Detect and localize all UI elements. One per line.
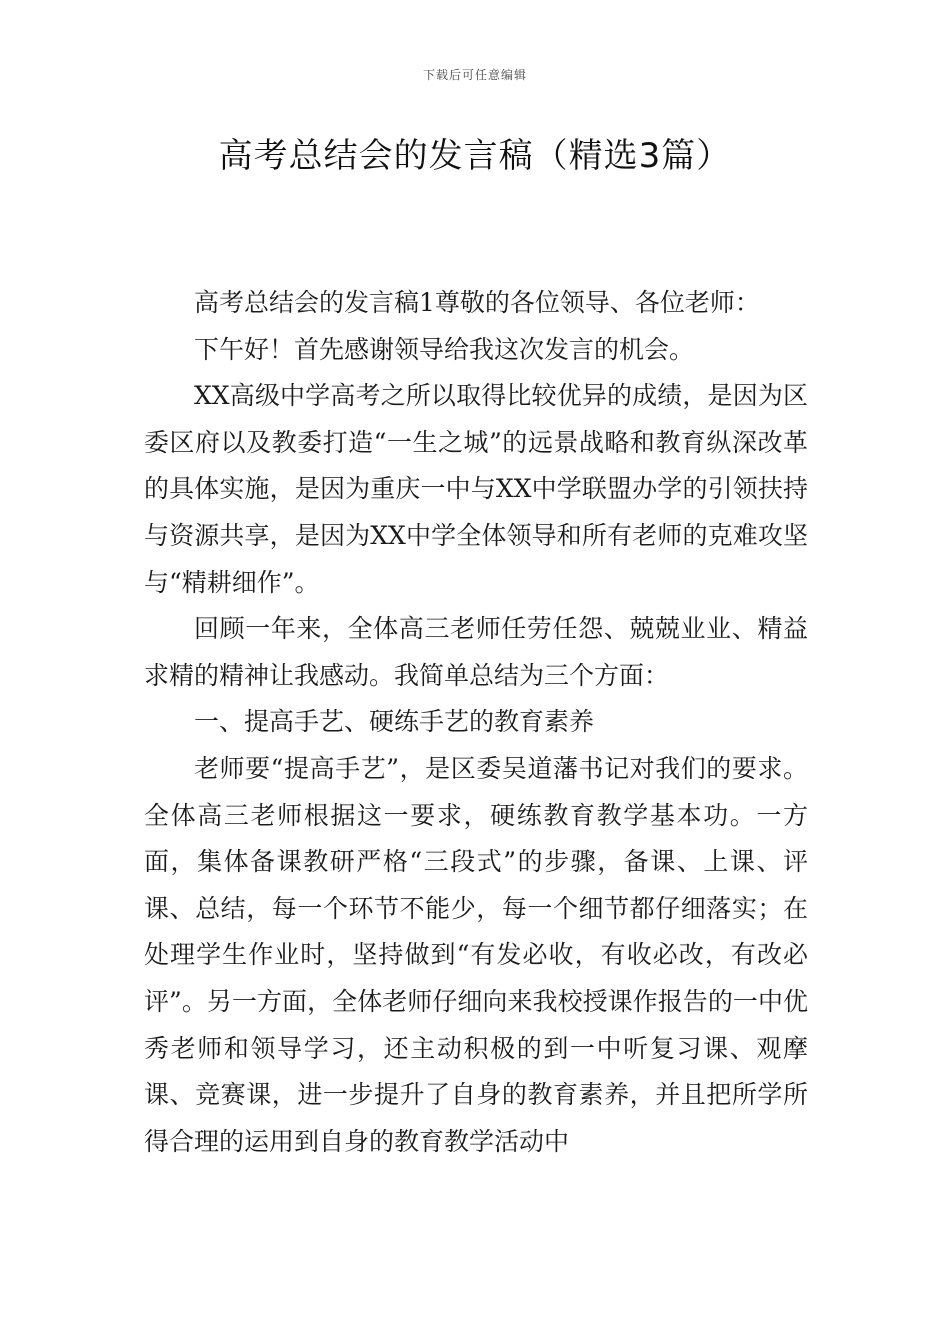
section-heading-1: 一、提高手艺、硬练手艺的教育素养 — [194, 707, 595, 737]
header-note: 下载后可任意编辑 — [422, 68, 527, 82]
paragraph-achievement: XX高级中学高考之所以取得比较优异的成绩，是因为区委区府以及教委打造“一生之城”的远景战略和教育纵深改革的具体实施，是因为重庆一中与XX中学联盟办学的引领扶持与资源共享，是因为XX中学全体领导和所有老师的克难攻坚与“精耕细作”。 — [144, 381, 808, 597]
paragraph-thanks: 下午好！首先感谢领导给我这次发言的机会。 — [194, 334, 695, 364]
document-body — [144, 280, 808, 1165]
paragraph-section-1: 老师要“提高手艺”，是区委吴道藩书记对我们的要求。全体高三老师根据这一要求，硬练教育教学基本功。一方面，集体备课教研严格“三段式”的步骤，备课、上课、评课、总结，每一个环节不能少，每一个细节都仔细落实；在处理学生作业时，坚持做到“有发必收，有收必改，有改必评”。另一方面，全体老师仔细向来我校授课作报告的一中优秀老师和领导学习，还主动积极的到一中听复习课、观摩课、竞赛课，进一步提升了自身的教育素养，并且把所学所得合理的运用到自身的教育教学活动中 — [144, 753, 808, 1156]
document-title: 高考总结会的发言稿（精选3篇） — [218, 136, 732, 176]
paragraph-greeting: 高考总结会的发言稿1尊敬的各位领导、各位老师： — [194, 288, 760, 317]
paragraph-review: 回顾一年来，全体高三老师任劳任怨、兢兢业业、精益求精的精神让我感动。我简单总结为三个方面： — [144, 614, 808, 690]
